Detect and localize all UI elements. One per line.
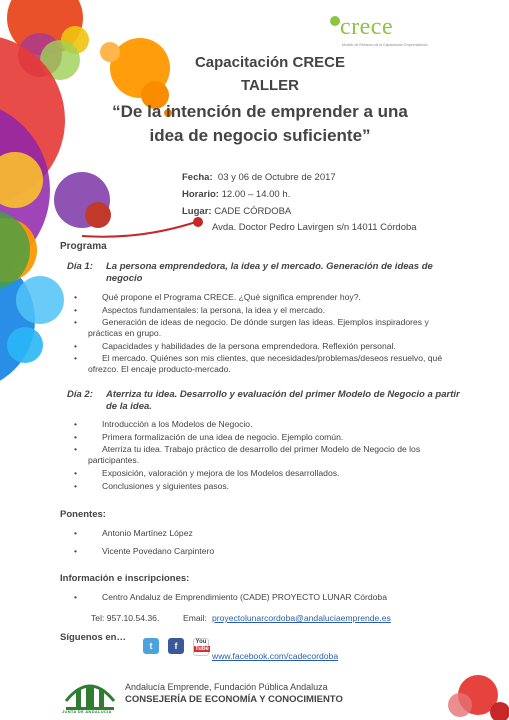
- day2-num: Día 2:: [67, 389, 93, 400]
- list-item-text: Aspectos fundamentales: la persona, la idea y el mercado.: [102, 305, 326, 315]
- title-quote-line1: “De la intención de emprender a una: [112, 102, 408, 121]
- horario-value: 12.00 – 14.00 h.: [221, 189, 291, 200]
- list-item-text: Qué propone el Programa CRECE. ¿Qué significa emprender hoy?.: [102, 292, 361, 302]
- fecha-value: 03 y 06 de Octubre de 2017: [217, 172, 336, 183]
- list-item: • Conclusiones y siguientes pasos.: [74, 481, 462, 493]
- logo-dot-icon: [330, 16, 340, 26]
- info-email-label: Email:: [183, 613, 207, 623]
- logo-tagline: Modelo de Refuerzo de la Capacitación Emprendedora: [342, 43, 428, 47]
- list-item-continuation: prácticas en grupo.: [88, 328, 162, 338]
- horario-label: Horario:: [182, 189, 219, 200]
- junta-andalucia-logo: [62, 667, 118, 713]
- info-heading: Información e inscripciones:: [60, 573, 190, 584]
- list-item-text: Generación de ideas de negocio. De dónde surgen las ideas. Ejemplos inspiradores y: [102, 317, 429, 327]
- programa-heading: Programa: [60, 241, 107, 252]
- list-item-text: Introducción a los Modelos de Negocio.: [102, 419, 253, 429]
- list-item-text: Aterriza tu idea. Trabajo práctico de desarrollo del primer Modelo de Negocio de los: [102, 444, 421, 454]
- social-heading: Síguenos en…: [60, 632, 126, 643]
- title-quote: [100, 100, 420, 148]
- horario-row: [182, 189, 290, 200]
- list-item: • Primera formalización de una idea de negocio. Ejemplo común.: [74, 432, 462, 444]
- list-item-text: Exposición, valoración y mejora de los Modelos desarrollados.: [102, 468, 340, 478]
- day2-title-line2: de la idea.: [106, 401, 152, 412]
- day1-title-line1: La persona emprendedora, la idea y el mercado. Generación de ideas de: [106, 261, 433, 272]
- list-item: • Aterriza tu idea. Trabajo práctico de desarrollo del primer Modelo de Negocio de los: [74, 444, 462, 456]
- ponente-item: • Vicente Povedano Carpintero: [74, 546, 462, 558]
- list-item-continuation: ofrezco. El encaje producto-mercado.: [88, 364, 231, 374]
- lugar-label: Lugar:: [182, 206, 212, 217]
- ponente-name: Vicente Povedano Carpintero: [102, 546, 215, 556]
- list-item: • Generación de ideas de negocio. De dónde surgen las ideas. Ejemplos inspiradores y: [74, 317, 462, 329]
- crece-logo: [330, 14, 430, 47]
- title-quote-line2: idea de negocio suficiente”: [149, 126, 371, 145]
- day1-num: Día 1:: [67, 261, 93, 272]
- lugar-row: [182, 206, 291, 217]
- youtube-icon[interactable]: You Tube: [193, 638, 209, 656]
- list-item-text: Conclusiones y siguientes pasos.: [102, 481, 230, 491]
- day2-title-line1: Aterriza tu idea. Desarrollo y evaluación del primer Modelo de Negocio a partir: [106, 389, 460, 400]
- day1-title: [67, 261, 467, 285]
- list-item-text: El mercado. Quiénes son mis clientes, que necesidades/problemas/deseos resuelvo, qué: [102, 353, 443, 363]
- ponentes-heading: Ponentes:: [60, 509, 106, 520]
- info-center-item: • Centro Andaluz de Emprendimiento (CADE) PROYECTO LUNAR Córdoba: [74, 592, 474, 604]
- list-item: • Introducción a los Modelos de Negocio.: [74, 419, 462, 431]
- footer-line1: Andalucía Emprende, Fundación Pública Andaluza: [125, 682, 328, 692]
- email-link[interactable]: proyectolunarcordoba@andaluciaemprende.es: [212, 613, 391, 623]
- list-item: • Exposición, valoración y mejora de los Modelos desarrollados.: [74, 468, 462, 480]
- day2-title: [67, 389, 467, 413]
- facebook-link[interactable]: www.facebook.com/cadecordoba: [212, 651, 339, 661]
- list-item: • Capacidades y habilidades de la persona emprendedora. Reflexión personal.: [74, 341, 462, 353]
- list-item-continuation: participantes.: [88, 455, 140, 465]
- ponente-item: • Antonio Martínez López: [74, 528, 462, 540]
- list-item: • El mercado. Quiénes son mis clientes, que necesidades/problemas/deseos resuelvo, qué: [74, 353, 462, 365]
- lugar-value: CADE CÓRDOBA: [214, 206, 292, 217]
- twitter-icon[interactable]: t: [143, 638, 159, 654]
- list-item-text: Primera formalización de una idea de negocio. Ejemplo común.: [102, 432, 344, 442]
- list-item: • Aspectos fundamentales: la persona, la idea y el mercado.: [74, 305, 462, 317]
- footer-line2: CONSEJERÍA DE ECONOMÍA Y CONOCIMIENTO: [125, 694, 343, 705]
- info-tel: Tel: 957.10.54.36.: [91, 613, 160, 623]
- ponente-name: Antonio Martínez López: [102, 528, 193, 538]
- junta-label: JUNTA DE ANDALUCIA: [62, 709, 112, 714]
- fecha-row: [182, 172, 336, 183]
- address: Avda. Doctor Pedro Lavirgen s/n 14011 Córdoba: [212, 222, 417, 233]
- list-item-text: Capacidades y habilidades de la persona emprendedora. Reflexión personal.: [102, 341, 396, 351]
- day1-title-line2: negocio: [106, 273, 143, 284]
- info-center: Centro Andaluz de Emprendimiento (CADE) PROYECTO LUNAR Córdoba: [102, 592, 387, 602]
- title-line1: Capacitación CRECE: [194, 54, 346, 71]
- fecha-label: Fecha:: [182, 172, 213, 183]
- logo-wordmark: crece: [340, 14, 394, 40]
- facebook-icon[interactable]: f: [168, 638, 184, 654]
- list-item: • Qué propone el Programa CRECE. ¿Qué significa emprender hoy?.: [74, 292, 462, 304]
- title-line2: TALLER: [240, 77, 300, 94]
